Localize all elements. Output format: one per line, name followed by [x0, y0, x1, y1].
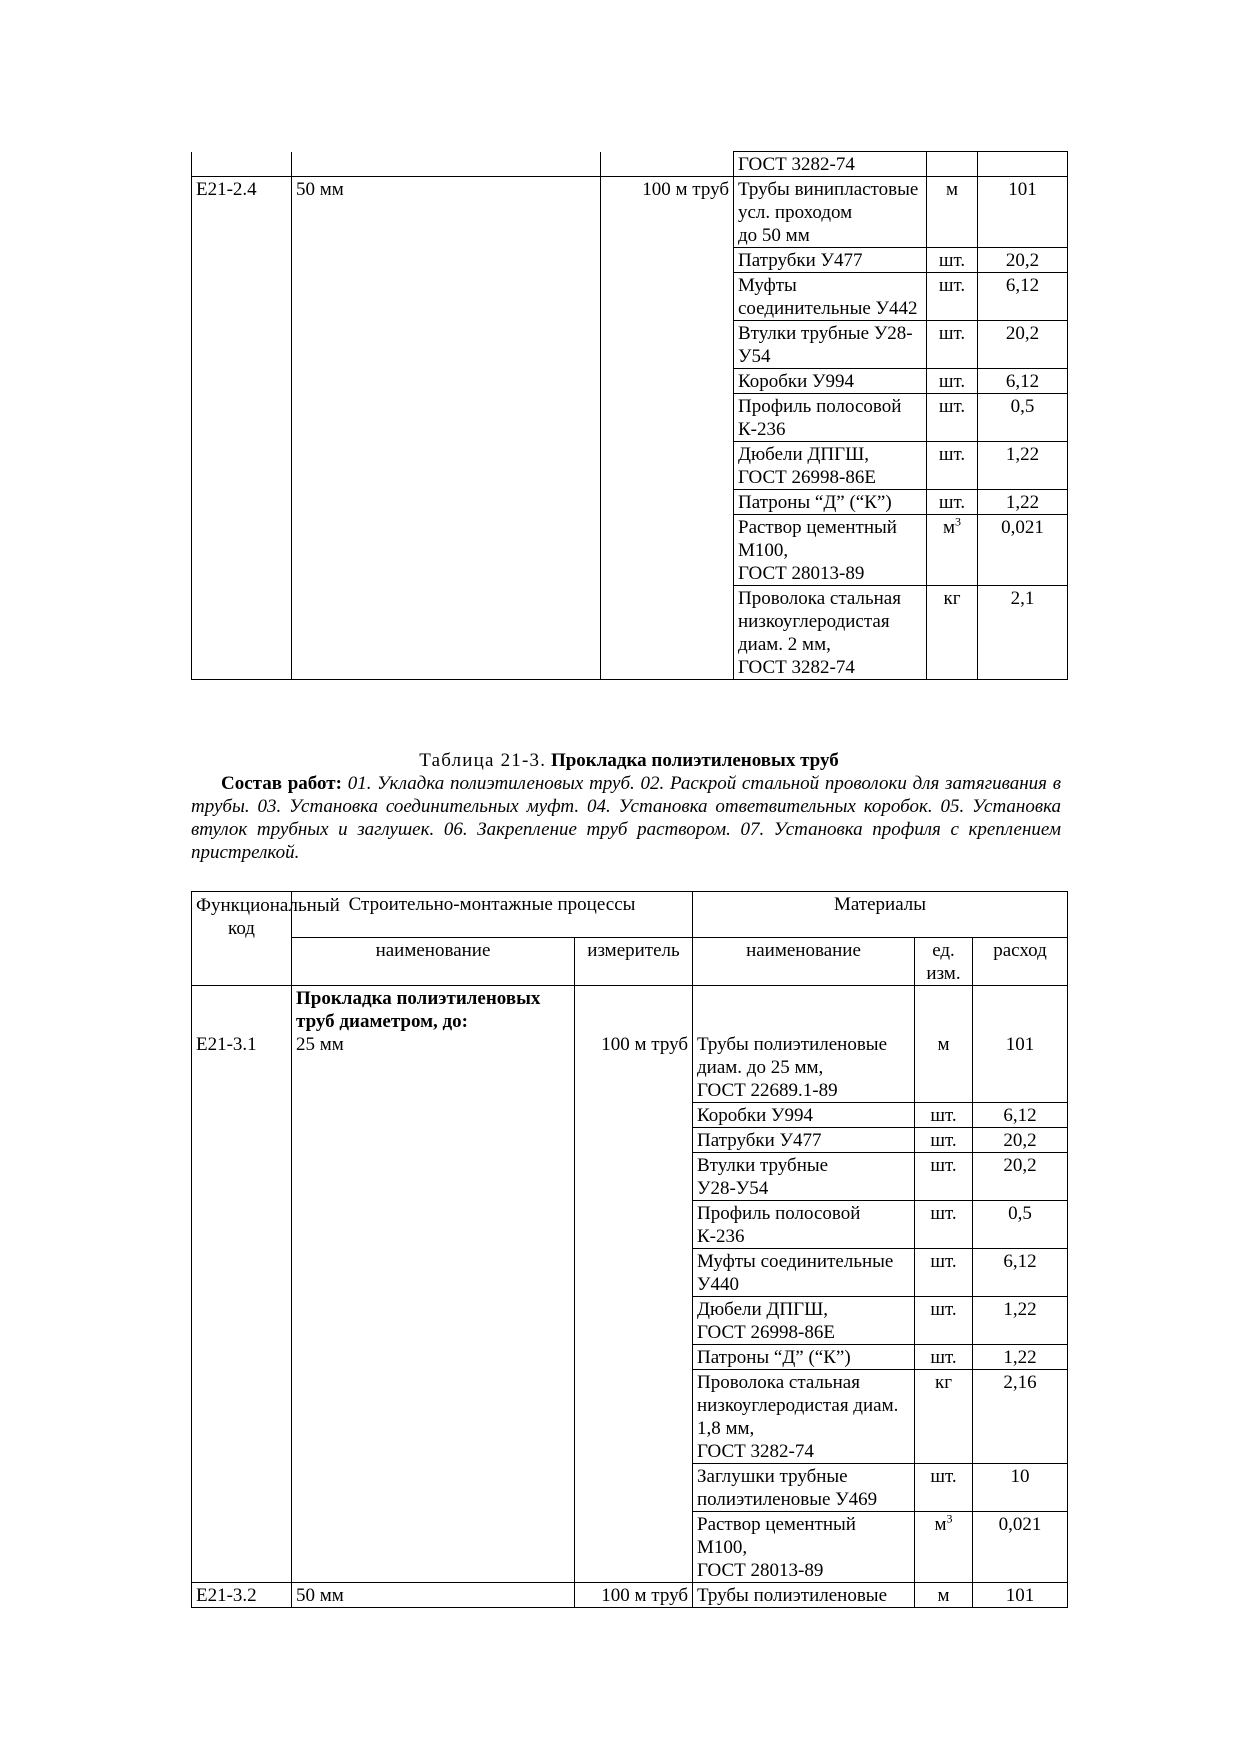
table-row — [192, 1512, 1068, 1583]
material-rate: 20,2 — [973, 1128, 1068, 1153]
material-name: Дюбели ДПГШ, ГОСТ 26998-86Е — [734, 442, 927, 490]
blank-unit — [601, 248, 734, 273]
blank-unit — [601, 490, 734, 515]
blank-code — [192, 1345, 292, 1370]
blank-name — [292, 1103, 575, 1128]
blank-code — [192, 1103, 292, 1128]
material-rate: 6,12 — [973, 1249, 1068, 1297]
material-rate: 20,2 — [978, 321, 1068, 369]
blank-unit — [601, 442, 734, 490]
blank-name — [292, 1512, 575, 1583]
material-name: Трубы полиэтиленовые диам. до 25 мм, ГОСТ 22689.1-89 — [693, 986, 915, 1103]
blank-code — [192, 1153, 292, 1201]
blank-name — [292, 1201, 575, 1249]
header-rate: расход — [973, 938, 1068, 986]
material-rate: 10 — [973, 1464, 1068, 1512]
blank-unit — [575, 1103, 693, 1128]
blank-code — [192, 369, 292, 394]
material-unit: шт. — [927, 248, 978, 273]
table-row — [192, 394, 1068, 442]
row-name — [292, 986, 575, 1103]
blank-name — [292, 1370, 575, 1464]
blank-name — [292, 1345, 575, 1370]
header-processes: Строительно-монтажные процессы — [292, 892, 693, 938]
material-rate: 101 — [978, 177, 1068, 248]
material-unit: шт. — [927, 273, 978, 321]
composition-lead: Состав работ: — [221, 773, 342, 794]
material-rate: 0,021 — [978, 515, 1068, 586]
composition-text: 01. Укладка полиэтиленовых труб. 02. Раскрой стальной проволоки для затягивания в трубы. 03. Установка соединительных муфт. 04. Установка ответвительных коробок. 05. Установка втулок трубных и заглушек. 06. Закрепление труб раствором. 07. Установка профиля с креплением пристрелкой. — [191, 773, 1061, 863]
blank-code — [192, 1249, 292, 1297]
header-name: наименование — [292, 938, 575, 986]
material-unit: шт. — [915, 1249, 973, 1297]
table-row — [192, 248, 1068, 273]
blank-code — [192, 273, 292, 321]
row-code: Е21-3.2 — [192, 1583, 292, 1608]
blank-name — [292, 442, 601, 490]
header-mat-name: наименование — [693, 938, 915, 986]
material-unit: шт. — [927, 490, 978, 515]
material-unit: м — [927, 177, 978, 248]
blank-unit — [575, 1464, 693, 1512]
row-unit: 100 м труб — [575, 1583, 693, 1608]
table-row — [192, 1128, 1068, 1153]
blank-name — [292, 586, 601, 680]
group-title: Прокладка полиэтиленовых труб диаметром, до: — [296, 988, 541, 1032]
material-name: Патрубки У477 — [734, 248, 927, 273]
blank-name — [292, 1464, 575, 1512]
blank-name — [292, 1128, 575, 1153]
blank-unit — [601, 515, 734, 586]
blank-unit — [575, 1153, 693, 1201]
blank-unit — [575, 1345, 693, 1370]
blank-name — [292, 1297, 575, 1345]
material-unit: шт. — [927, 442, 978, 490]
material-name: Коробки У994 — [693, 1103, 915, 1128]
blank-code — [192, 394, 292, 442]
material-rate: 1,22 — [973, 1345, 1068, 1370]
caption-title: Прокладка полиэтиленовых труб — [550, 750, 839, 771]
material-unit: шт. — [915, 1297, 973, 1345]
material-unit: кг — [915, 1370, 973, 1464]
blank-code — [192, 1297, 292, 1345]
blank-name — [292, 1249, 575, 1297]
material-unit: м — [915, 1583, 973, 1608]
table-21-3 — [191, 891, 1068, 1608]
table-row — [192, 369, 1068, 394]
table-row — [192, 1297, 1068, 1345]
blank-unit — [601, 321, 734, 369]
table-row — [192, 273, 1068, 321]
row-unit: 100 м труб — [575, 986, 693, 1103]
table-row — [192, 1153, 1068, 1201]
material-rate: 1,22 — [978, 442, 1068, 490]
material-unit: шт. — [927, 321, 978, 369]
table-row — [192, 586, 1068, 680]
material-unit: шт. — [915, 1464, 973, 1512]
table-caption — [191, 749, 1067, 772]
work-composition — [191, 772, 1061, 864]
blank-name — [292, 490, 601, 515]
material-unit: шт. — [915, 1345, 973, 1370]
material-rate: 6,12 — [978, 273, 1068, 321]
table-row — [192, 177, 1068, 248]
material-rate: 0,5 — [978, 394, 1068, 442]
material-name: Дюбели ДПГШ, ГОСТ 26998-86Е — [693, 1297, 915, 1345]
blank-code — [192, 1370, 292, 1464]
table-row — [192, 1370, 1068, 1464]
material-unit: $м^3$ — [915, 1512, 973, 1583]
blank-code — [192, 1128, 292, 1153]
table-row — [192, 152, 1068, 177]
material-rate: 0,5 — [973, 1201, 1068, 1249]
header-func-code: Функциональный код — [192, 892, 292, 986]
row-unit: 100 м труб — [601, 177, 734, 248]
blank-name — [292, 321, 601, 369]
row-code: Е21-3.1 — [192, 986, 292, 1103]
blank-name — [292, 248, 601, 273]
material-rate: 0,021 — [973, 1512, 1068, 1583]
material-rate: 1,22 — [978, 490, 1068, 515]
material-name: Раствор цементный М100, ГОСТ 28013-89 — [693, 1512, 915, 1583]
material-name: Проволока стальная низкоуглеродистая диам. 2 мм, ГОСТ 3282-74 — [734, 586, 927, 680]
material-name: Профиль полосовой К-236 — [734, 394, 927, 442]
blank-code — [192, 1512, 292, 1583]
material-rate: 1,22 — [973, 1297, 1068, 1345]
material-unit: шт. — [927, 369, 978, 394]
material-name: Втулки трубные У28-У54 — [734, 321, 927, 369]
blank-unit — [601, 369, 734, 394]
material-name: Профиль полосовой К-236 — [693, 1201, 915, 1249]
blank-code — [192, 248, 292, 273]
blank-name — [292, 1153, 575, 1201]
caption-prefix: Таблица 21-3. — [419, 750, 547, 771]
blank-unit — [601, 273, 734, 321]
table-header-row — [192, 938, 1068, 986]
material-unit: шт. — [915, 1103, 973, 1128]
blank-unit — [575, 1249, 693, 1297]
material-name: Муфты соединительные У442 — [734, 273, 927, 321]
material-rate: 20,2 — [978, 248, 1068, 273]
material-unit: $м^3$ — [927, 515, 978, 586]
blank-code — [192, 490, 292, 515]
table-row — [192, 1201, 1068, 1249]
material-unit: кг — [927, 586, 978, 680]
material-rate: 6,12 — [973, 1103, 1068, 1128]
table-row — [192, 986, 1068, 1103]
material-rate: 101 — [973, 986, 1068, 1103]
material-name: Проволока стальная низкоуглеродистая диам. 1,8 мм, ГОСТ 3282-74 — [693, 1370, 915, 1464]
material-rate: 20,2 — [973, 1153, 1068, 1201]
table-header-row — [192, 892, 1068, 938]
row-name: 50 мм — [292, 177, 601, 248]
blank-code — [192, 515, 292, 586]
blank-code — [192, 1464, 292, 1512]
table-row — [192, 1464, 1068, 1512]
material-unit: м — [915, 986, 973, 1103]
material-name: Патрубки У477 — [693, 1128, 915, 1153]
header-unit: ед. изм. — [915, 938, 973, 986]
material-name: Муфты соединительные У440 — [693, 1249, 915, 1297]
row-name: 50 мм — [292, 1583, 575, 1608]
material-name: Патроны “Д” (“К”) — [693, 1345, 915, 1370]
material-rate: 2,16 — [973, 1370, 1068, 1464]
table-row — [192, 321, 1068, 369]
material-name: Заглушки трубные полиэтиленовые У469 — [693, 1464, 915, 1512]
blank-unit — [575, 1201, 693, 1249]
blank-code — [192, 586, 292, 680]
material-unit: шт. — [927, 394, 978, 442]
table-row — [192, 515, 1068, 586]
blank-unit — [575, 1128, 693, 1153]
table-row — [192, 442, 1068, 490]
header-meter: измеритель — [575, 938, 693, 986]
blank-code — [192, 442, 292, 490]
material-unit: шт. — [915, 1201, 973, 1249]
table-row — [192, 1103, 1068, 1128]
blank-name — [292, 273, 601, 321]
material-name: Трубы винипластовые усл. проходом до 50 мм — [734, 177, 927, 248]
table-row — [192, 490, 1068, 515]
material-unit: шт. — [915, 1128, 973, 1153]
blank-unit — [575, 1512, 693, 1583]
blank-name — [292, 369, 601, 394]
blank-name — [292, 515, 601, 586]
blank-code — [192, 321, 292, 369]
table-row — [192, 1249, 1068, 1297]
row-code: Е21-2.4 — [192, 177, 292, 248]
material-rate: 6,12 — [978, 369, 1068, 394]
material-name: Втулки трубные У28-У54 — [693, 1153, 915, 1201]
header-materials: Материалы — [693, 892, 1068, 938]
material-name: Коробки У994 — [734, 369, 927, 394]
blank-unit — [601, 394, 734, 442]
material-name: Раствор цементный М100, ГОСТ 28013-89 — [734, 515, 927, 586]
table-row — [192, 1345, 1068, 1370]
material-name: ГОСТ 3282-74 — [734, 152, 927, 177]
table-row — [192, 1583, 1068, 1608]
blank-unit — [601, 586, 734, 680]
blank-code — [192, 1201, 292, 1249]
material-unit: шт. — [915, 1153, 973, 1201]
material-name: Трубы полиэтиленовые — [693, 1583, 915, 1608]
row-size: 25 мм — [296, 1034, 344, 1055]
blank-unit — [575, 1297, 693, 1345]
material-rate: 2,1 — [978, 586, 1068, 680]
blank-name — [292, 394, 601, 442]
blank-unit — [575, 1370, 693, 1464]
material-name: Патроны “Д” (“К”) — [734, 490, 927, 515]
table-continuation — [191, 151, 1068, 680]
material-rate: 101 — [973, 1583, 1068, 1608]
